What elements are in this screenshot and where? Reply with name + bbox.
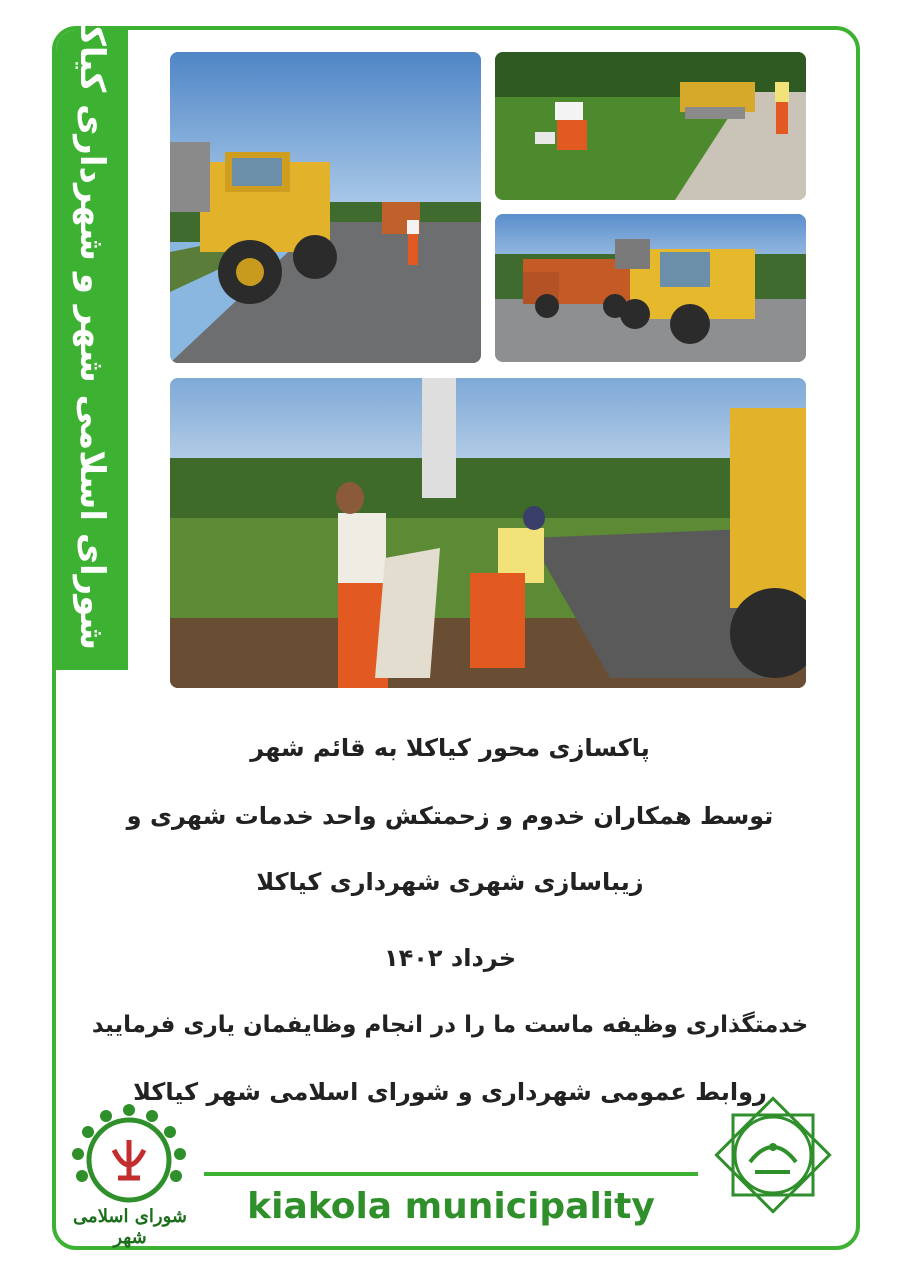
municipality-seal xyxy=(710,1092,836,1218)
caption-line-3: زیباسازی شهری شهرداری کیاکلا xyxy=(256,868,644,896)
truck-and-loader-photo xyxy=(495,214,806,362)
caption-date: خرداد ۱۴۰۲ xyxy=(383,944,517,972)
loader-on-road-photo xyxy=(170,52,481,363)
worker-grass-cleanup-photo xyxy=(495,52,806,200)
footer-divider xyxy=(204,1172,698,1176)
caption-title: پاکسازی محور کیاکلا به قائم شهر xyxy=(250,734,650,762)
caption-line-6: روابط عمومی شهرداری و شورای اسلامی شهر کیاکلا xyxy=(133,1078,767,1106)
caption-line-2: توسط همکاران خدوم و زحمتکش واحد خدمات شهری و xyxy=(126,802,774,830)
side-banner-title: شورای اسلامی شهر و شهرداری کیاکلا xyxy=(72,0,112,650)
council-logo-text: شورای اسلامی شهر xyxy=(73,1206,187,1248)
brand-name: kiakola municipality xyxy=(247,1186,655,1227)
workers-loading-bucket-photo xyxy=(170,378,806,688)
caption-line-5: خدمتگذاری وظیفه ماست ما را در انجام وظایفمان یاری فرمایید xyxy=(91,1012,809,1038)
